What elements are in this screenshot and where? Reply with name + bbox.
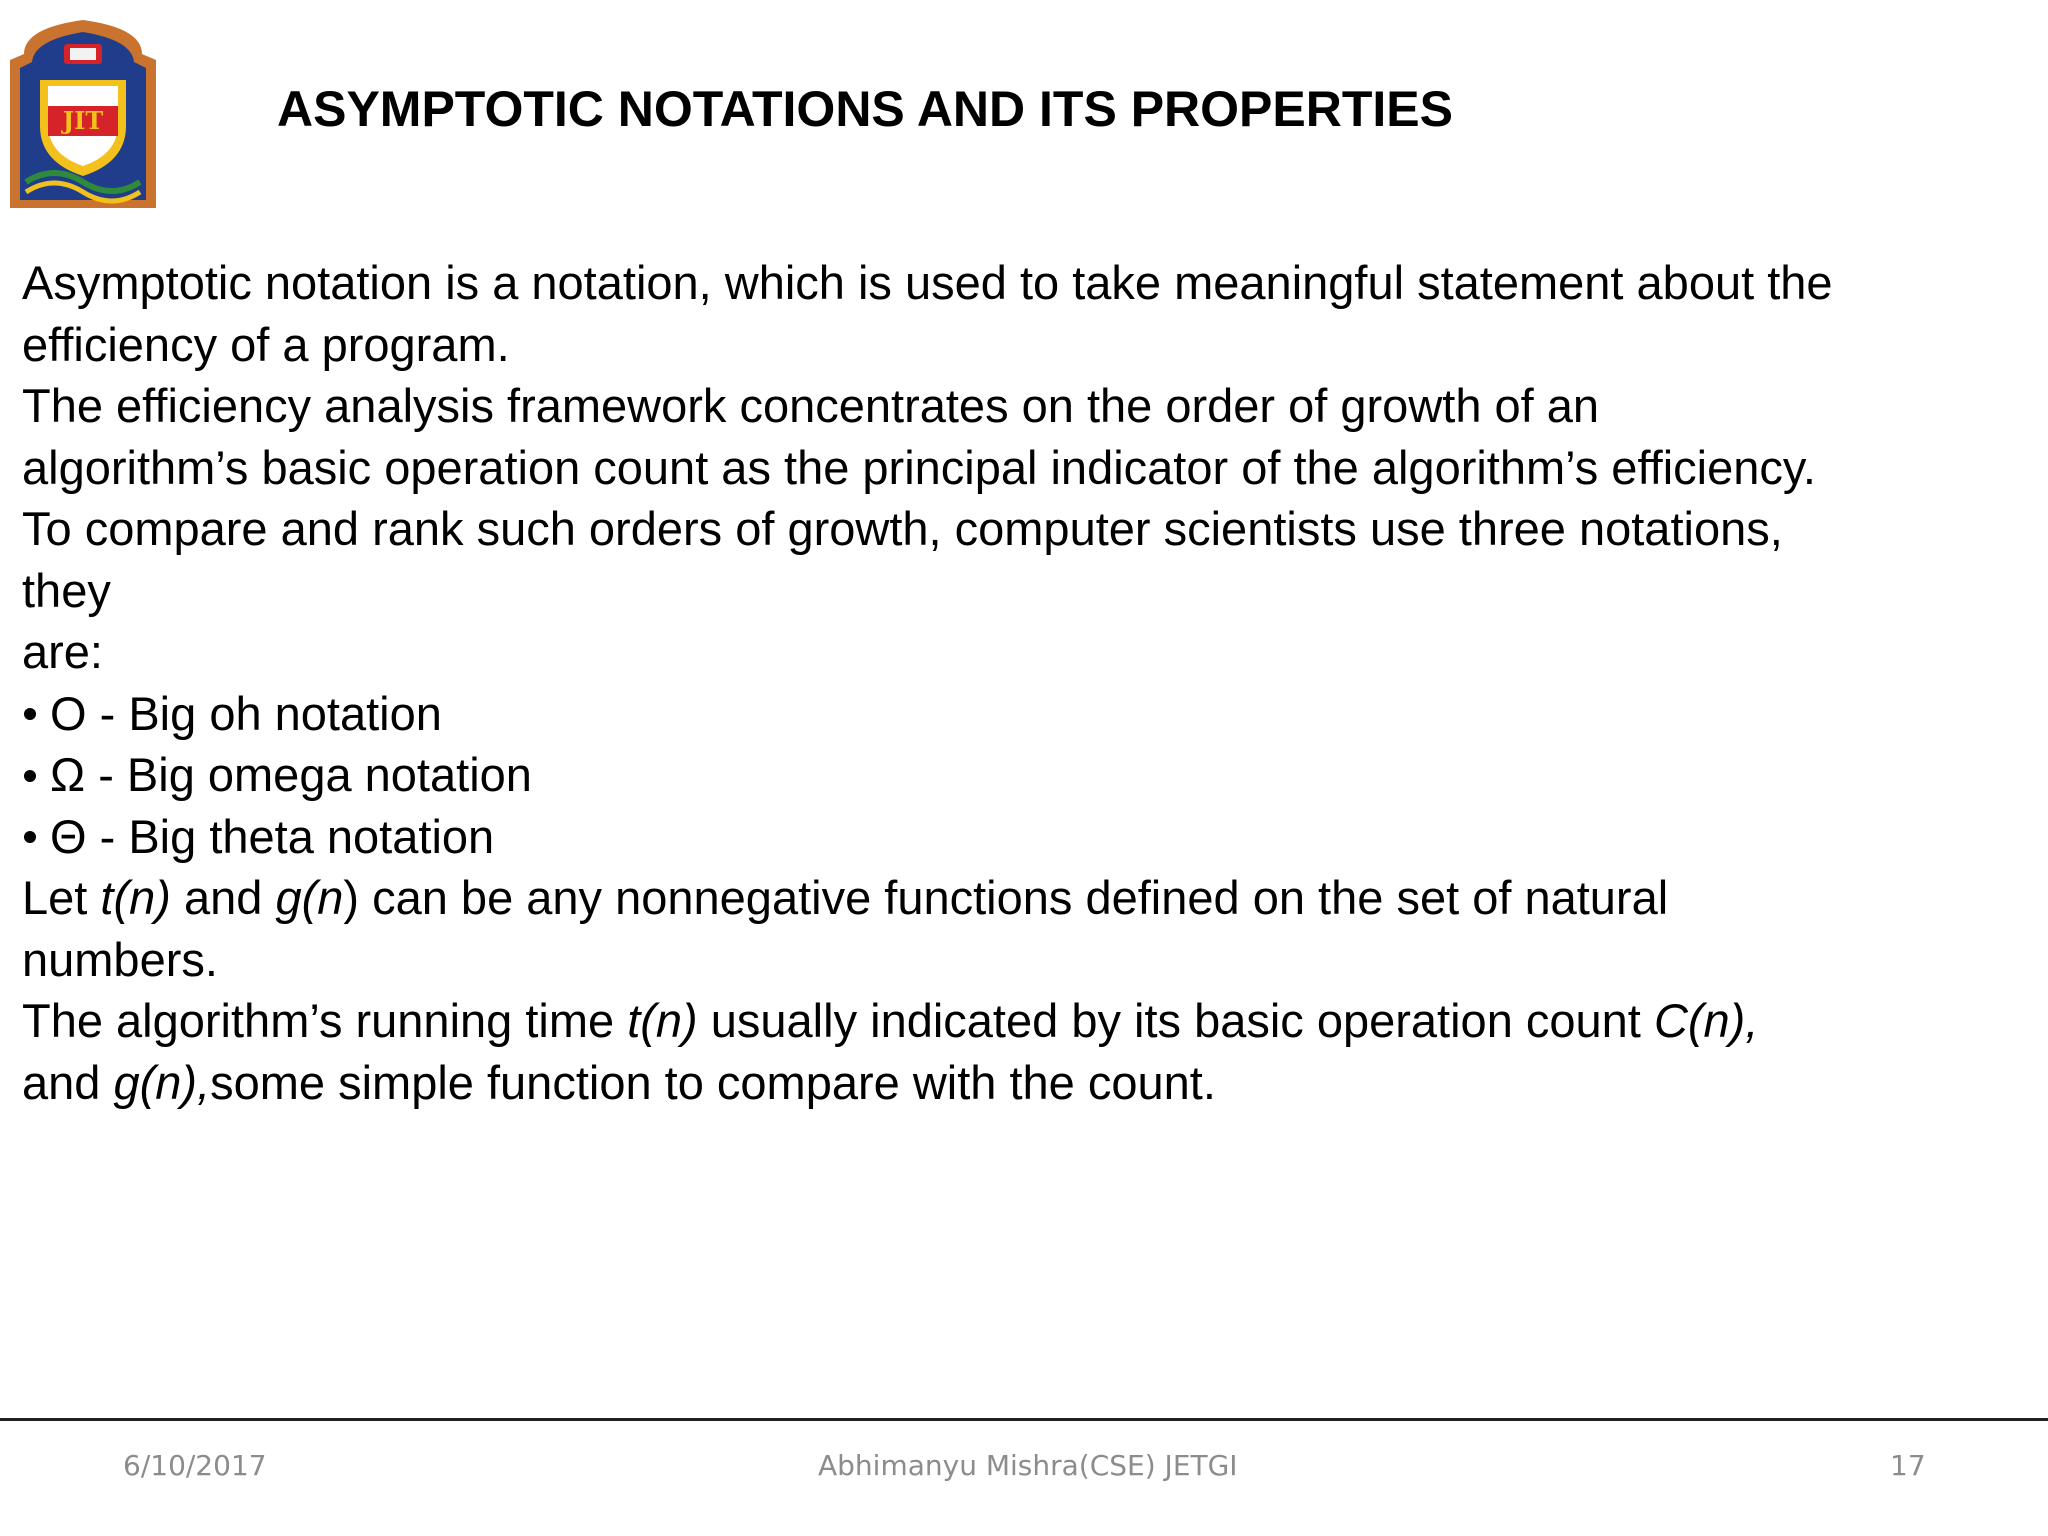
college-logo — [4, 14, 162, 208]
body-line: The efficiency analysis framework concentrates on the order of growth of an — [22, 379, 1600, 432]
logo-text: JIT — [62, 106, 104, 135]
math-cn: C(n), — [1653, 994, 1759, 1047]
text-run: some simple function to compare with the count. — [210, 1055, 1216, 1109]
footer-author: Abhimanyu Mishra(CSE) JETGI — [818, 1449, 1238, 1482]
bullet-item-big-omega — [22, 744, 2032, 806]
text-run: The algorithm’s running time — [22, 994, 628, 1047]
bullet-item-big-theta — [22, 806, 2032, 868]
text-run: Let — [22, 871, 101, 924]
footer-page-number: 17 — [1890, 1449, 1926, 1482]
body-line: numbers. — [22, 932, 218, 986]
body-line: they — [22, 563, 111, 617]
bullet-text: O - Big oh notation — [50, 686, 442, 740]
body-line: efficiency of a program. — [22, 317, 510, 371]
bullet-dot-icon — [24, 831, 36, 843]
footer-date: 6/10/2017 — [123, 1449, 267, 1482]
body-line-functions — [22, 867, 2032, 929]
body-line: To compare and rank such orders of growth, computer scientists use three notations, — [22, 502, 1783, 555]
slide-body — [22, 252, 2032, 1113]
math-tn: t(n) — [100, 871, 171, 924]
bullet-dot-icon — [24, 708, 36, 720]
text-run: and — [170, 871, 276, 924]
text-run: usually indicated by its basic operation count — [697, 994, 1654, 1047]
text-run: ) can be any nonnegative functions defined on the set of natural — [343, 871, 1669, 924]
body-line-compare — [22, 1052, 2032, 1114]
bullet-text: Ω - Big omega notation — [50, 748, 532, 801]
math-n: n — [317, 871, 344, 924]
math-tn: t(n) — [627, 994, 698, 1047]
text-run: and — [22, 1055, 114, 1109]
body-line: Asymptotic notation is a notation, which is used to take meaningful statement about the — [22, 256, 1833, 309]
bullet-dot-icon — [24, 770, 36, 782]
body-line: are: — [22, 625, 103, 678]
footer-divider — [0, 1418, 2048, 1421]
body-line: algorithm’s basic operation count as the principal indicator of the algorithm’s efficiency. — [22, 440, 1816, 494]
math-g: g( — [275, 871, 318, 924]
bullet-item-big-oh — [22, 683, 2032, 745]
slide-title: ASYMPTOTIC NOTATIONS AND ITS PROPERTIES — [277, 81, 1454, 137]
math-gn: g(n), — [113, 1055, 211, 1109]
bullet-text: Θ - Big theta notation — [50, 809, 495, 863]
body-line-running-time — [22, 990, 2032, 1052]
